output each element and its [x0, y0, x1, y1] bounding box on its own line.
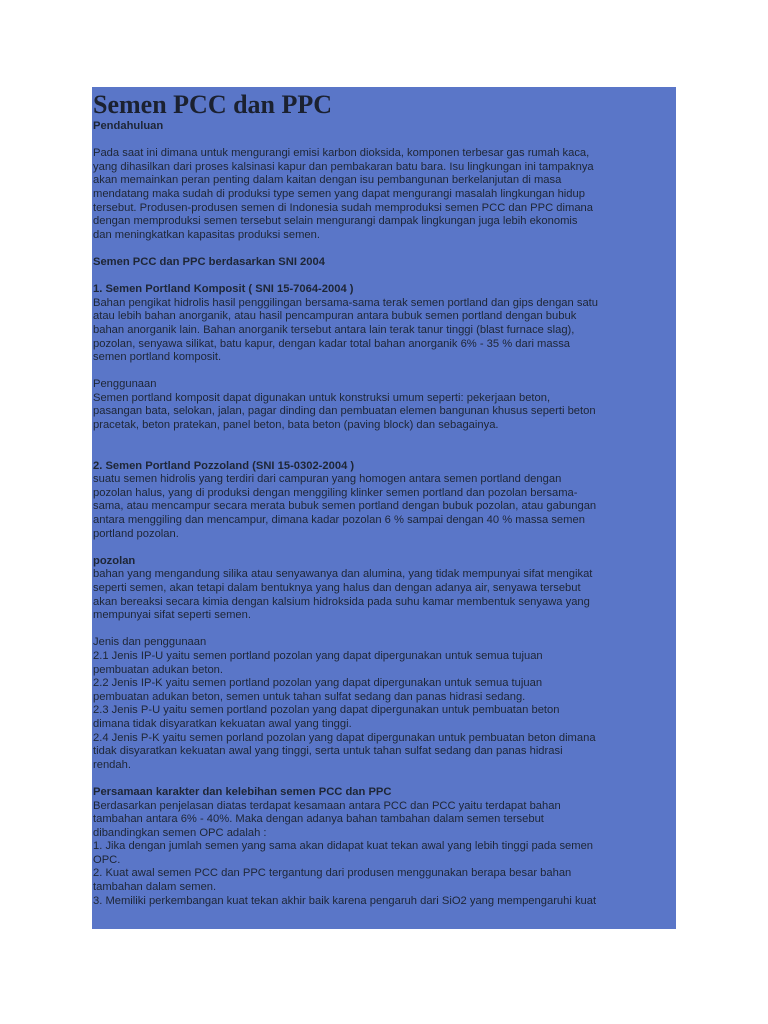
- text-line: 2.4 Jenis P-K yaitu semen porland pozolan yang dapat dipergunakan untuk pembuatan beton dimana: [93, 731, 596, 744]
- text-line: Berdasarkan penjelasan diatas terdapat kesamaan antara PCC dan PCC yaitu terdapat bahan: [93, 799, 561, 812]
- pcc-heading: 1. Semen Portland Komposit ( SNI 15-7064-2004 ): [93, 283, 354, 296]
- text-line: OPC.: [93, 853, 121, 866]
- text-line: 2.2 Jenis IP-K yaitu semen portland pozolan yang dapat dipergunakan untuk semua tujuan: [93, 677, 543, 690]
- types-paragraph: [93, 636, 676, 772]
- text-line: 3. Memiliki perkembangan kuat tekan akhir baik karena pengaruh dari SiO2 yang mempengaruhi kuat: [93, 894, 597, 907]
- text-line: Semen portland komposit dapat digunakan untuk konstruksi umum seperti: pekerjaan beton,: [93, 391, 551, 404]
- text-line: mendatang maka sudah di produksi type semen yang dapat mengurangi masalah lingkungan hidup: [93, 187, 585, 200]
- document-page: [92, 87, 676, 929]
- text-line: mempunyai sifat seperti semen.: [93, 609, 251, 622]
- ppc-heading: 2. Semen Portland Pozzoland (SNI 15-0302-2004 ): [93, 459, 355, 472]
- text-line: yang dihasilkan dari proses kalsinasi kapur dan pembakaran batu bara. Isu lingkungan ini tampaknya: [93, 160, 594, 173]
- text-line: akan bereaksi secara kimia dengan kalsium hidroksida pada suhu kamar membentuk senyawa yang: [93, 595, 590, 608]
- text-line: akan memainkan peran penting dalam kaitan dengan isu pembangunan berkelanjutan di masa: [93, 174, 562, 187]
- pcc-paragraph: [93, 297, 676, 365]
- text-line: pozolan halus, yang di produksi dengan menggiling klinker semen portland dan pozolan bersama-: [93, 486, 578, 499]
- text-line: pembuatan adukan beton, semen untuk tahan sulfat sedang dan panas hidrasi sedang.: [93, 690, 526, 703]
- usage-paragraph: [93, 392, 676, 433]
- text-line: bahan yang mengandung silika atau senyawanya dan alumina, yang tidak mempunyai sifat mengikat: [93, 568, 593, 581]
- text-line: pembuatan adukan beton.: [93, 663, 224, 676]
- text-line: dan meningkatkan kapasitas produksi semen.: [93, 228, 320, 241]
- text-line: portland pozolan.: [93, 527, 179, 540]
- text-line: semen portland komposit.: [93, 351, 222, 364]
- pozolan-heading: pozolan: [93, 554, 136, 567]
- text-line: pracetak, beton pratekan, panel beton, bata beton (paving block) dan sebagainya.: [93, 419, 499, 432]
- text-line: Jenis dan penggunaan: [93, 636, 207, 649]
- text-line: Pada saat ini dimana untuk mengurangi emisi karbon dioksida, komponen terbesar gas rumah kaca,: [93, 147, 590, 160]
- text-line: pasangan bata, selokan, jalan, pagar dinding dan pembuatan elemen bangunan khusus seperti beton: [93, 405, 596, 418]
- page-title: Semen PCC dan PPC: [93, 90, 333, 119]
- text-line: 1. Jika dengan jumlah semen yang sama akan didapat kuat tekan awal yang lebih tinggi pada semen: [93, 840, 594, 853]
- similar-paragraph: [93, 800, 676, 909]
- similar-heading: Persamaan karakter dan kelebihan semen PCC dan PPC: [93, 785, 392, 798]
- text-line: tidak disyaratkan kekuatan awal yang tinggi, serta untuk tahan sulfat sedang dan panas hidrasi: [93, 745, 563, 758]
- text-line: seperti semen, akan tetapi dalam bentuknya yang halus dan dengan adanya air, senyawa tersebut: [93, 582, 581, 594]
- text-line: sama, atau mencampur secara merata bubuk semen portland dengan bubuk pozolan, atau gabungan: [93, 500, 597, 513]
- text-line: dimana tidak disyaratkan kekuatan awal yang tinggi.: [93, 717, 352, 730]
- text-line: rendah.: [93, 758, 131, 771]
- intro-heading: Pendahuluan: [93, 120, 164, 132]
- text-line: 2.1 Jenis IP-U yaitu semen portland pozolan yang dapat dipergunakan untuk semua tujuan: [93, 649, 543, 662]
- text-line: dibandingkan semen OPC adalah :: [93, 826, 267, 839]
- intro-paragraph: [93, 147, 676, 242]
- text-line: Bahan pengikat hidrolis hasil penggilingan bersama-sama terak semen portland dan gips dengan satu: [93, 296, 599, 309]
- pozolan-paragraph: [93, 568, 676, 622]
- text-line: atau lebih bahan anorganik, atau hasil pencampuran antara bubuk semen portland dengan bubuk: [93, 310, 577, 323]
- sni-heading: Semen PCC dan PPC berdasarkan SNI 2004: [93, 255, 325, 268]
- usage-heading: Penggunaan: [93, 378, 157, 391]
- text-line: 2.3 Jenis P-U yaitu semen portland pozolan yang dapat dipergunakan untuk pembuatan beton: [93, 704, 560, 717]
- text-line: 2. Kuat awal semen PCC dan PPC tergantung dari produsen menggunakan berapa besar bahan: [93, 867, 572, 880]
- text-line: tersebut. Produsen-produsen semen di Indonesia sudah memproduksi semen PCC dan PPC dimana: [93, 201, 593, 214]
- text-line: dengan memproduksi semen tersebut selain mengurangi dampak lingkungan juga lebih ekonomis: [93, 215, 578, 228]
- text-line: bahan anorganik lain. Bahan anorganik tersebut antara lain terak tanur tinggi (blast furnace slag),: [93, 323, 575, 336]
- text-line: tambahan dalam semen.: [93, 881, 217, 894]
- text-line: tambahan antara 6% - 40%. Maka dengan adanya bahan tambahan dalam semen tersebut: [93, 813, 544, 826]
- ppc-paragraph: [93, 473, 676, 541]
- text-line: antara menggiling dan mencampur, dimana kadar pozolan 6 % sampai dengan 40 % massa semen: [93, 514, 585, 527]
- text-line: suatu semen hidrolis yang terdiri dari campuran yang homogen antara semen portland dengan: [93, 473, 562, 486]
- text-line: pozolan, senyawa silikat, batu kapur, dengan kadar total bahan anorganik 6% - 35 % dari massa: [93, 337, 571, 350]
